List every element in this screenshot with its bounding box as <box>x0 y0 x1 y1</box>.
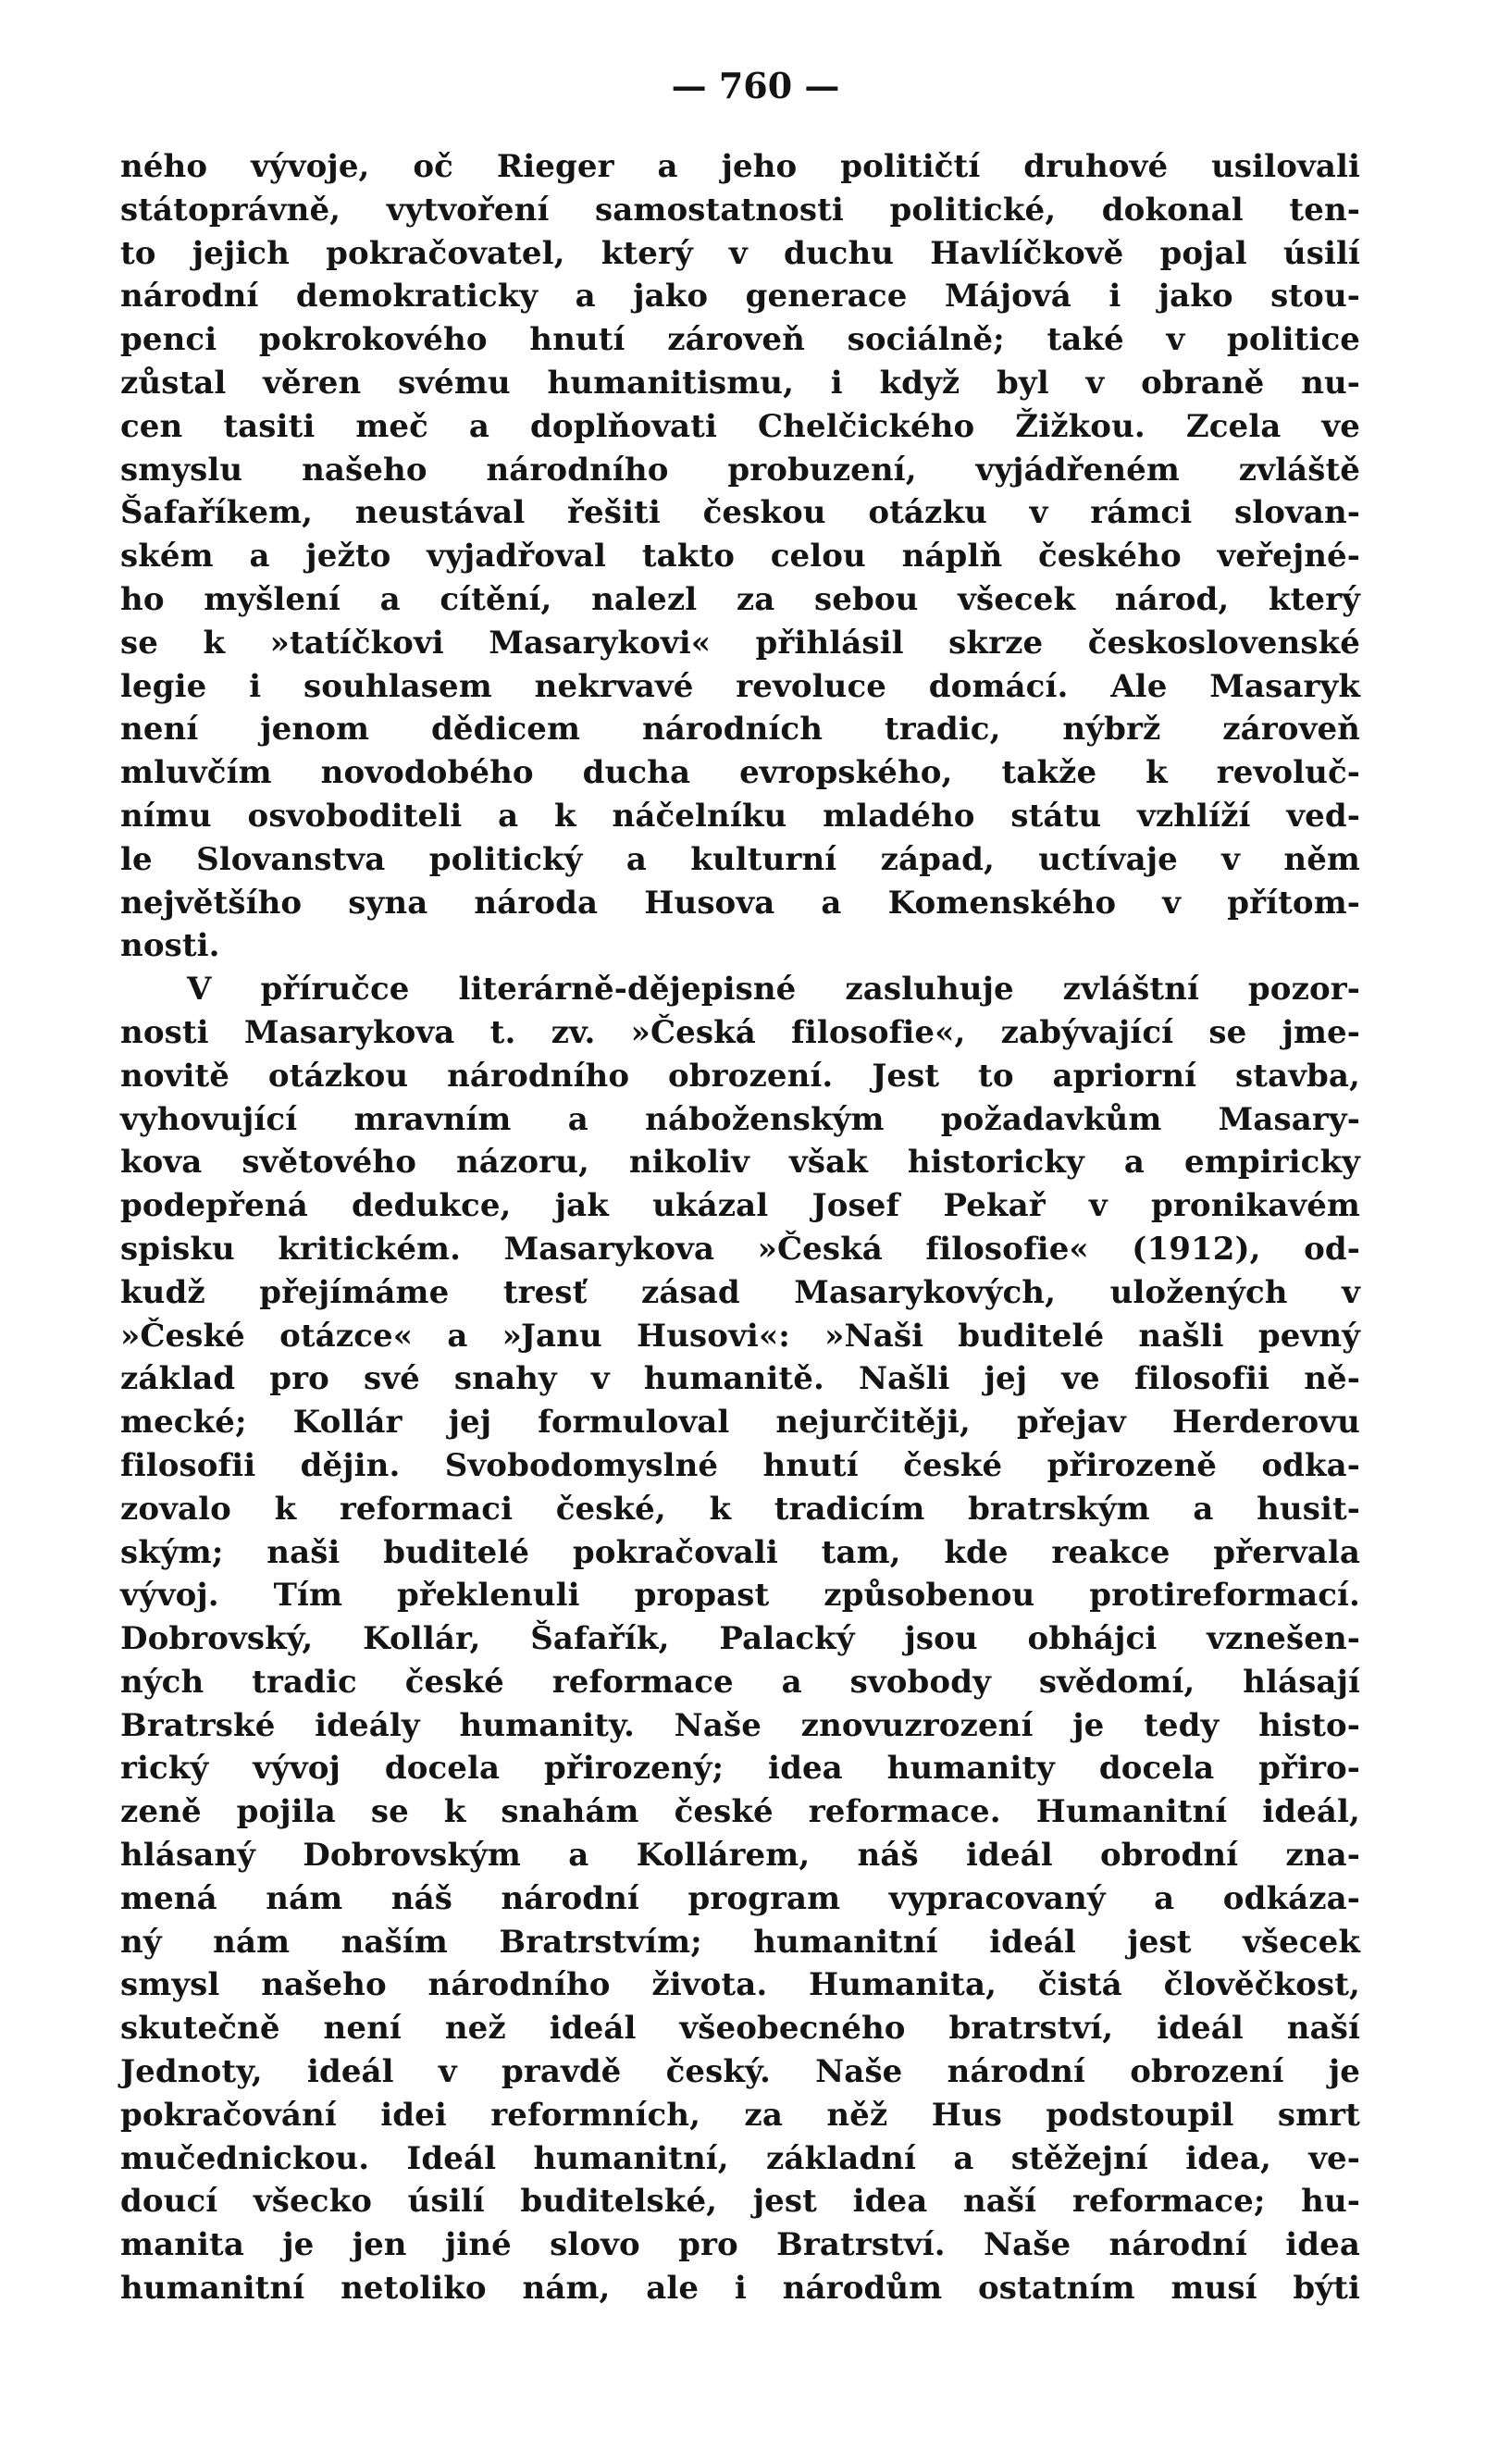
text-line: základ pro své snahy v humanitě. Našli jej ve filosofii ně- <box>120 1360 1360 1398</box>
text-line: ském a ježto vyjadřoval takto celou náplň českého veřejné- <box>120 538 1360 576</box>
text-line: doucí všecko úsilí buditelské, jest idea naší reformace; hu- <box>120 2183 1360 2221</box>
text-line: smyslu našeho národního probuzení, vyjádřeném zvláště <box>120 451 1360 489</box>
body-text <box>120 145 1360 2310</box>
text-line: cen tasiti meč a doplňovati Chelčického Žižkou. Zcela ve <box>120 407 1360 445</box>
text-line: mučednickou. Ideál humanitní, základní a stěžejní idea, ve- <box>120 2139 1360 2177</box>
text-line: zovalo k reformaci české, k tradicím bratrským a husit- <box>120 1490 1360 1528</box>
text-line: smysl našeho národního života. Humanita, čistá člověčkost, <box>120 1966 1360 2004</box>
text-line: le Slovanstva politický a kulturní západ, uctívaje v něm <box>120 840 1360 878</box>
text-line: spisku kritickém. Masarykova »Česká filosofie« (1912), od- <box>120 1230 1360 1268</box>
text-line: mluvčím novodobého ducha evropského, takže k revoluč- <box>120 754 1360 792</box>
text-line: rický vývoj docela přirozený; idea humanity docela přiro- <box>120 1750 1360 1788</box>
text-line: mená nám náš národní program vypracovaný a odkáza- <box>120 1879 1360 1917</box>
text-line: ných tradic české reformace a svobody svědomí, hlásají <box>120 1663 1360 1701</box>
text-line: vývoj. Tím překlenuli propast způsobenou protireformací. <box>120 1577 1360 1615</box>
text-line: mecké; Kollár jej formuloval nejurčitěji, přejav Herderovu <box>120 1404 1360 1442</box>
paragraph-start-line: V příručce literárně-dějepisné zasluhuje zvláštní pozor- <box>187 971 1360 1009</box>
page-number: — 760 — <box>671 65 840 106</box>
text-line: nímu osvoboditeli a k náčelníku mladého státu vzhlíží ved- <box>120 797 1360 835</box>
text-line: národní demokraticky a jako generace Májová i jako stou- <box>120 278 1360 316</box>
text-line: není jenom dědicem národních tradic, nýbrž zároveň <box>120 711 1360 749</box>
text-line: Šafaříkem, neustával řešiti českou otázku v rámci slovan- <box>120 494 1360 532</box>
text-line: penci pokrokového hnutí zároveň sociálně; také v politice <box>120 321 1360 359</box>
text-line: podepřená dedukce, jak ukázal Josef Pekař v pronikavém <box>120 1187 1360 1225</box>
text-line: zeně pojila se k snahám české reformace. Humanitní ideál, <box>120 1793 1360 1831</box>
paragraph-end-line: nosti. <box>120 927 220 965</box>
text-line: »České otázce« a »Janu Husovi«: »Naši buditelé našli pevný <box>120 1317 1360 1355</box>
text-line: ho myšlení a cítění, nalezl za sebou všecek národ, který <box>120 580 1360 618</box>
text-line: vyhovující mravním a náboženským požadavkům Masary- <box>120 1100 1360 1138</box>
text-line: skutečně není než ideál všeobecného bratrství, ideál naší <box>120 2010 1360 2048</box>
text-line: nosti Masarykova t. zv. »Česká filosofie«, zabývající se jme- <box>120 1013 1360 1051</box>
text-line: největšího syna národa Husova a Komenského v přítom- <box>120 884 1360 922</box>
text-line: ný nám naším Bratrstvím; humanitní ideál jest všecek <box>120 1923 1360 1961</box>
text-line: pokračování idei reformních, za něž Hus podstoupil smrt <box>120 2096 1360 2134</box>
text-line: humanitní netoliko nám, ale i národům ostatním musí býti <box>120 2270 1360 2308</box>
text-line: ného vývoje, oč Rieger a jeho političtí druhové usilovali <box>120 148 1360 185</box>
text-line: zůstal věren svému humanitismu, i když byl v obraně nu- <box>120 364 1360 402</box>
text-line: se k »tatíčkovi Masarykovi« přihlásil skrze československé <box>120 624 1360 662</box>
text-line: hlásaný Dobrovským a Kollárem, náš ideál obrodní zna- <box>120 1837 1360 1875</box>
text-line: Dobrovský, Kollár, Šafařík, Palacký jsou obhájci vznešen- <box>120 1620 1360 1658</box>
text-line: Bratrské ideály humanity. Naše znovuzrození je tedy histo- <box>120 1706 1360 1744</box>
text-line: ským; naši buditelé pokračovali tam, kde reakce přervala <box>120 1533 1360 1571</box>
text-line: to jejich pokračovatel, který v duchu Havlíčkově pojal úsilí <box>120 234 1360 272</box>
text-line: kudž přejímáme tresť zásad Masarykových, uložených v <box>120 1273 1360 1311</box>
text-line: kova světového názoru, nikoliv však historicky a empiricky <box>120 1144 1360 1182</box>
text-line: manita je jen jiné slovo pro Bratrství. Naše národní idea <box>120 2226 1360 2264</box>
text-line: legie i souhlasem nekrvavé revoluce domácí. Ale Masaryk <box>120 667 1360 705</box>
text-line: Jednoty, ideál v pravdě český. Naše národní obrození je <box>120 2053 1360 2091</box>
text-line: filosofii dějin. Svobodomyslné hnutí české přirozeně odka- <box>120 1446 1360 1484</box>
text-line: novitě otázkou národního obrození. Jest to apriorní stavba, <box>120 1057 1360 1095</box>
text-line: státoprávně, vytvoření samostatnosti politické, dokonal ten- <box>120 191 1360 229</box>
